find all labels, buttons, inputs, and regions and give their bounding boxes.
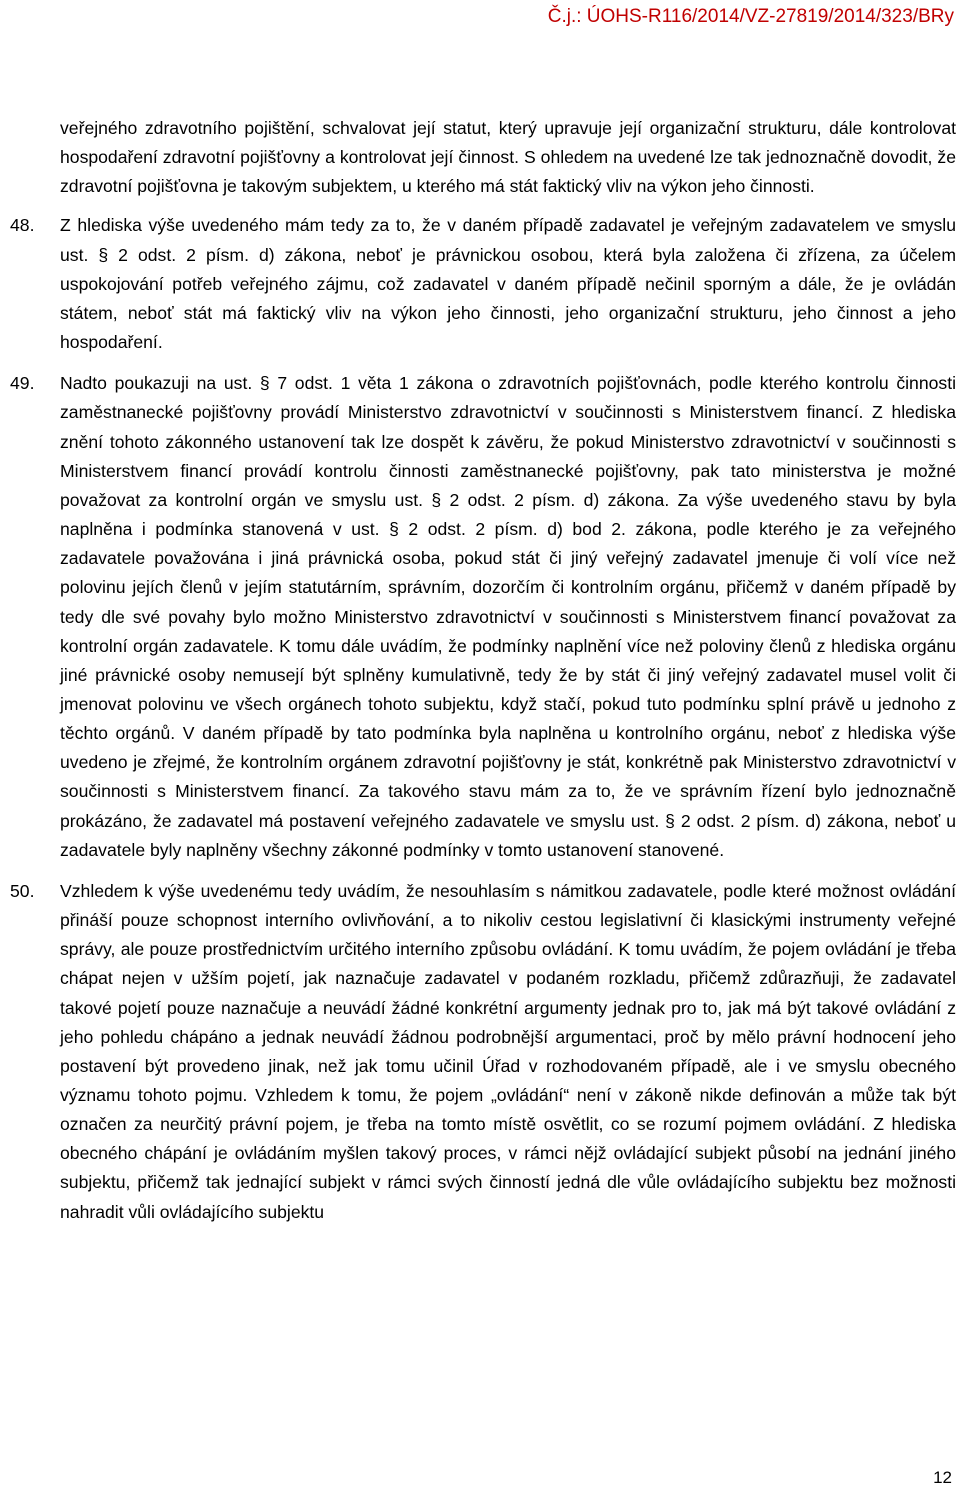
- page-number: 12: [933, 1468, 952, 1487]
- paragraph-number: 48.: [10, 215, 35, 236]
- paragraph-text: Vzhledem k výše uvedenému tedy uvádím, že nesouhlasím s námitkou zadavatele, podle které možnost ovládání přináší pouze schopnost interního ovlivňování, a to nikoliv cestou legislativní či klasickými instrumenty veřejné správy, ale pouze prostřednictvím určitého interního způsobu ovládání. K tomu uvádím, že pojem ovládání je třeba chápat nejen v užším pojetí, jak naznačuje zadavatel v podaném rozkladu, přičemž zdůrazňuji, že zadavatel takové pojetí pouze naznačuje a neuvádí žádné konkrétní argumenty jednak pro to, jak má být takové ovládání z jeho pohledu chápáno a jednak neuvádí žádnou podrobnější argumentaci, proč by mělo právní hodnocení jeho postavení být provedeno jinak, než jak tomu učinil Úřad v rozhodovaném případě, ale i ve smyslu obecného významu tohoto pojmu. Vzhledem k tomu, že pojem „ovládání“ není v zákoně nikde definován a může tak být označen za neurčitý právní pojem, je třeba na tomto místě osvětlit, co se rozumí pojmem ovládání. Z hlediska obecného chápání je ovládáním myšlen takový proces, v rámci nějž ovládající subjekt působí na jednání jiného subjektu, přičemž tak jednající subjekt v rámci svých činností jedná dle vůle ovládajícího subjektu bez možnosti nahradit vůli ovládajícího subjektu: [60, 880, 956, 1222]
- document-reference-number: Č.j.: ÚOHS-R116/2014/VZ-27819/2014/323/BRy: [547, 6, 954, 27]
- paragraph-50: [0, 877, 956, 1227]
- paragraph-text: Z hlediska výše uvedeného mám tedy za to, že v daném případě zadavatel je veřejným zadavatelem ve smyslu ust. § 2 odst. 2 písm. d) zákona, neboť je právnickou osobou, která byla založena či zřízena, za účelem uspokojování potřeb veřejného zájmu, což zadavatel v daném případě nečinil sporným a dále, že je ovládán státem, neboť stát má faktický vliv na výkon jeho činnosti, jeho organizační strukturu, jeho činnost a jeho hospodaření.: [60, 215, 956, 353]
- paragraph-number: 50.: [10, 880, 35, 901]
- document-body: [0, 114, 960, 1227]
- paragraph-48: [0, 211, 956, 357]
- paragraph-text: Nadto poukazuji na ust. § 7 odst. 1 věta 1 zákona o zdravotních pojišťovnách, podle kterého kontrolu činnosti zaměstnanecké pojišťovny provádí Ministerstvo zdravotnictví v součinnosti s Ministerstvem financí. Z hlediska znění tohoto zákonného ustanovení tak lze dospět k závěru, že pokud Ministerstvo zdravotnictví v součinnosti s Ministerstvem financí provádí kontrolu činnosti zaměstnanecké pojišťovny, pak tato ministerstva je možné považovat za kontrolní orgán ve smyslu ust. § 2 odst. 2 písm. d) zákona. Za výše uvedeného stavu by byla naplněna i podmínka stanovená v ust. § 2 odst. 2 písm. d) bod 2. zákona, podle kterého je za veřejného zadavatele považována i jiná právnická osoba, pokud stát či jiný veřejný zadavatel jmenuje či volí více než polovinu jejích členů v jejím statutárním, správním, dozorčím či kontrolním orgánu, přičemž v daném případě by tedy dle své povahy bylo možno Ministerstvo zdravotnictví v součinnosti s Ministerstvem financí považovat za kontrolní orgán zadavatele. K tomu dále uvádím, že podmínky naplnění více než poloviny členů z hlediska orgánu jiné právnické osoby nemusejí být splněny kumulativně, tedy že by stát či jiný veřejný zadavatel musel volit či jmenovat polovinu ve všech orgánech tohoto subjektu, když stačí, pokud tuto podmínku splní právě u jednoho z těchto orgánů. V daném případě by tato podmínka byla naplněna u kontrolního orgánu, neboť z hlediska výše uvedeno je zřejmé, že kontrolním orgánem zdravotní pojišťovny je stát, konkrétně pak Ministerstvo zdravotnictví v součinnosti s Ministerstvem financí. Za takového stavu mám za to, že ve správním řízení bylo jednoznačně prokázáno, že zadavatel má postavení veřejného zadavatele ve smyslu ust. § 2 odst. 2 písm. d) zákona, neboť u zadavatele byly naplněny všechny zákonné podmínky v tomto ustanovení stanovené.: [60, 373, 956, 860]
- intro-paragraph: veřejného zdravotního pojištění, schvalovat její statut, který upravuje její organizační strukturu, dále kontrolovat hospodaření zdravotní pojišťovny a kontrolovat její činnost. S ohledem na uvedené lze tak jednoznačně dovodit, že zdravotní pojišťovna je takovým subjektem, u kterého má stát faktický vliv na výkon jeho činnosti.: [60, 118, 956, 197]
- paragraph-49: [0, 369, 956, 865]
- paragraph-number: 49.: [10, 373, 35, 394]
